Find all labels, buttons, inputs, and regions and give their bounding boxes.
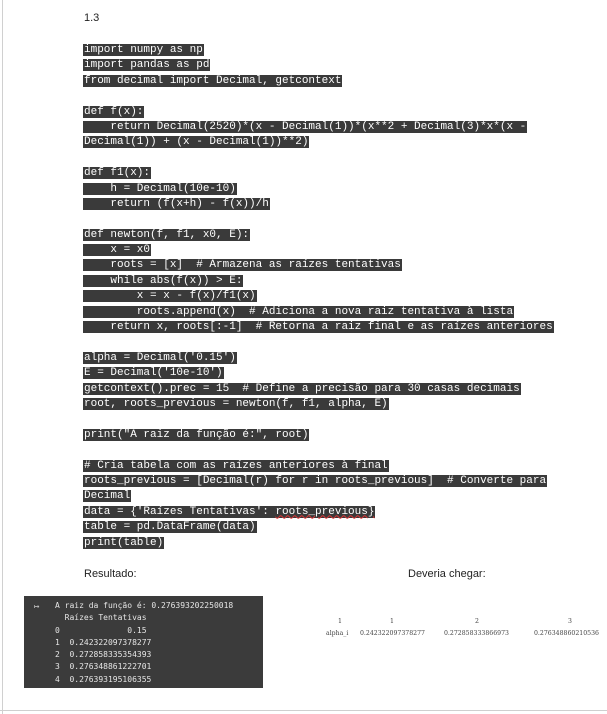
code-line [83,397,593,412]
expected-header: 2 [475,618,479,625]
output-text [55,600,233,686]
code-line-text: return Decimal(2520)*(x - Decimal(1))*(x**2 + Decimal(3)*x*(x - [84,120,527,133]
code-line-text: print(table) [84,536,164,549]
code-line-text: alpha = Decimal('0.15') [84,351,236,364]
output-arrow-icon[interactable]: ↦ [34,602,40,612]
code-line-text: return (f(x+h) - f(x))/h [84,197,269,210]
page-bottom-line [0,710,607,711]
code-line [83,74,593,89]
code-line-text: x = x0 [84,244,151,257]
output-line: Raízes Tentativas [55,613,147,623]
code-line [83,212,593,227]
code-line [83,443,593,458]
code-line-text: roots_previous = [Decimal(r) for r in roots_previous] # Converte para [84,474,547,487]
code-line-text: def newton(f, f1, x0, E): [84,228,250,241]
code-line [83,135,593,150]
code-line-text: return x, roots[:-1] # Retorna a raiz final e as raízes anteriores [84,321,553,334]
output-cell [24,596,263,688]
expected-header: 3 [568,618,572,625]
code-line-text: h = Decimal(10e-10) [84,182,236,195]
code-line [83,197,593,212]
code-line-text: print("A raiz da função é:", root) [84,428,309,441]
code-line-text: table = pd.DataFrame(data) [84,521,256,534]
code-line [83,428,593,443]
code-line-text: from decimal import Decimal, getcontext [84,74,342,87]
code-line-text: roots = [x] # Armazena as raízes tentativas [84,259,401,272]
code-line [83,536,593,551]
code-line [83,351,593,366]
expected-header: 1 [338,618,342,625]
expected-table [320,618,602,648]
output-line: 1 0.242322097378277 [55,637,152,647]
expected-value: 0.272858333866973 [444,630,509,637]
code-line-text: import pandas as pd [84,59,210,72]
expected-value: 0.276348860210536 [534,630,599,637]
code-line [83,58,593,73]
code-line-text: E = Decimal('10e-10') [84,367,223,380]
code-line [83,505,593,520]
code-line [83,459,593,474]
code-line-text: Decimal(1)) + (x - Decimal(1))**2) [84,136,309,149]
code-line [83,289,593,304]
code-line [83,474,593,489]
code-line [83,382,593,397]
code-line [83,105,593,120]
expected-value: alpha_i [326,630,349,637]
code-line [83,489,593,504]
code-line-text: # Cria tabela com as raízes anteriores à final [84,459,388,472]
code-line [83,320,593,335]
code-line-text: import numpy as np [84,44,203,56]
code-line [83,258,593,273]
code-line-text: getcontext().prec = 15 # Define a precisão para 30 casas decimais [84,382,520,395]
output-line: 4 0.276393195106355 [55,674,152,684]
result-label: Resultado: [84,568,137,580]
expected-label: Deveria chegar: [408,568,486,580]
code-block [83,43,593,551]
code-line [83,274,593,289]
code-line [83,43,593,58]
output-line: A raiz da função é: 0.276393202250018 [55,601,234,610]
section-number: 1.3 [84,12,100,24]
code-line [83,366,593,381]
expected-header: 1 [390,618,394,625]
spellcheck-mark: roots_previous} [275,505,375,518]
code-line [83,228,593,243]
code-line-text: data = {'Raízes Tentativas': roots_previous} [84,505,375,518]
code-line-text: def f(x): [84,105,144,118]
code-line-text: def f1(x): [84,167,151,180]
left-margin-line [2,0,3,714]
output-line: 0 0.15 [55,625,147,635]
code-line-text: roots.append(x) # Adiciona a nova raiz tentativa à lista [84,305,514,318]
code-line-text: root, roots_previous = newton(f, f1, alpha, E) [84,397,388,410]
code-line-text: Decimal [84,490,131,503]
code-line [83,305,593,320]
output-line: 3 0.276348861222701 [55,662,152,672]
code-line [83,520,593,535]
code-line [83,151,593,166]
code-line [83,166,593,181]
code-line [83,182,593,197]
code-line [83,89,593,104]
code-line [83,335,593,350]
output-line: 2 0.272858335354393 [55,650,152,660]
code-line [83,243,593,258]
code-line [83,120,593,135]
code-line-text: x = x - f(x)/f1(x) [84,290,256,303]
code-line [83,412,593,427]
expected-value: 0.242322097378277 [360,630,425,637]
code-line-text: while abs(f(x)) > E: [84,274,243,287]
